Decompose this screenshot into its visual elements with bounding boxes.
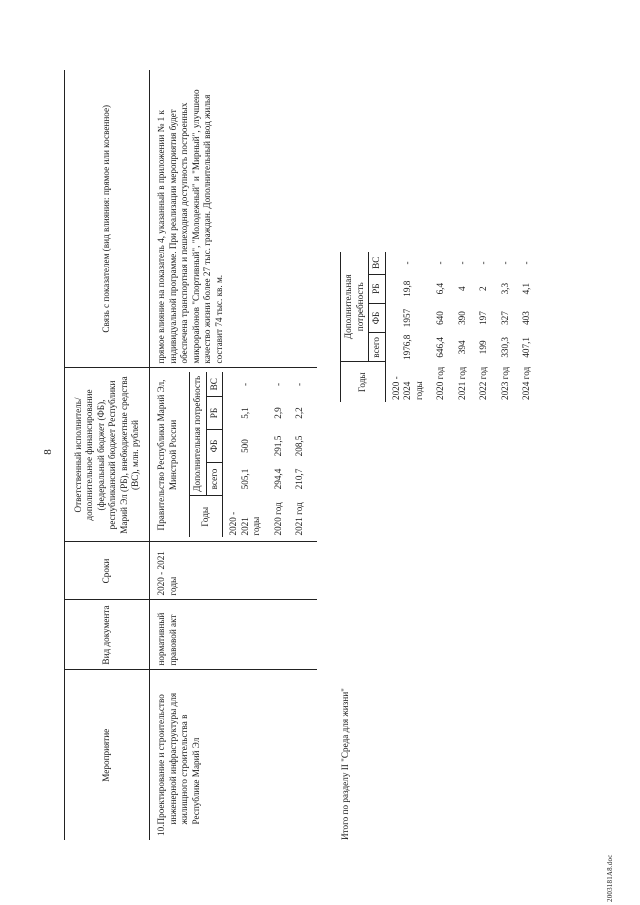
total-value: 3,3 xyxy=(499,282,510,295)
financing-year: 2021 год xyxy=(294,502,304,536)
header-terms: Сроки xyxy=(65,542,150,600)
total-value: - xyxy=(478,261,488,265)
total-row xyxy=(385,252,430,402)
financing-col-fb: ФБ xyxy=(206,430,223,463)
total-year: 2022 год xyxy=(478,366,488,400)
total-row xyxy=(516,252,538,402)
total-value: 4 xyxy=(456,286,467,291)
total-value: 390 xyxy=(456,311,467,325)
header-responsible: Ответственный исполнитель/дополнительное финансирование (федеральный бюджет (ФБ), республиканский бюджет Республики Марий Эл (РБ), внебюджетные средства (ВС), млн. рублей xyxy=(65,368,150,542)
financing-value: 5,1 xyxy=(239,407,250,419)
financing-value: 2,9 xyxy=(272,407,283,419)
financing-row xyxy=(268,373,290,538)
financing-col-total: всего xyxy=(206,463,223,496)
section-total-label: Итого по разделу II "Среда для жизни" xyxy=(340,688,350,840)
financing-value: - xyxy=(294,382,304,387)
measure-text: Проектирование и строительство инженерной инфраструктуры для жилищного строительства в Республике Марий Эл xyxy=(156,692,201,825)
financing-value: 294,4 xyxy=(272,468,283,490)
total-value: 394 xyxy=(456,340,467,355)
total-year: 2020 - 2024 годы xyxy=(390,376,424,400)
total-value: 19,8 xyxy=(402,280,412,297)
total-value: 4,1 xyxy=(521,282,531,295)
total-col-vs: ВС xyxy=(369,252,386,274)
total-financing-table xyxy=(340,252,538,402)
total-year: 2020 год xyxy=(435,366,445,400)
total-value: - xyxy=(456,261,467,265)
measures-table xyxy=(64,70,317,840)
financing-value: 208,5 xyxy=(294,435,304,457)
total-value: 640 xyxy=(435,311,445,325)
total-value: - xyxy=(521,261,531,265)
total-value: 1957 xyxy=(402,308,412,328)
total-row xyxy=(430,252,452,402)
financing-value: 210,7 xyxy=(294,468,304,490)
total-value: 327 xyxy=(499,311,510,325)
terms-cell: 2020 - 2021 годы xyxy=(150,542,317,600)
financing-value: 2,2 xyxy=(294,407,304,419)
total-years-header: Годы xyxy=(341,362,386,402)
total-year: 2023 год xyxy=(499,366,510,400)
document-filename: 2003181А8.doc xyxy=(606,854,614,902)
total-value: 330,3 xyxy=(499,337,510,358)
row-number: 10. xyxy=(156,824,166,836)
header-relation: Связь с показателем (вид влияния: прямое или косвенное) xyxy=(65,70,150,368)
total-value: 1976,8 xyxy=(402,334,412,360)
total-row xyxy=(452,252,474,402)
financing-value: - xyxy=(239,382,250,387)
financing-years-header: Годы xyxy=(190,496,223,538)
total-value: 407,1 xyxy=(521,337,531,358)
financing-value: - xyxy=(272,382,283,387)
total-value: 2 xyxy=(478,286,488,291)
financing-need-header: Дополнительная потребность xyxy=(190,373,207,496)
financing-row xyxy=(289,373,311,538)
header-doc-type: Вид документа xyxy=(65,600,150,670)
responsible-cell xyxy=(150,368,317,542)
financing-row xyxy=(223,373,268,538)
total-col-total: всего xyxy=(369,333,386,362)
total-value: - xyxy=(435,261,445,265)
total-value: 646,4 xyxy=(435,337,445,358)
financing-value: 500 xyxy=(239,439,250,453)
total-need-header: Дополнительная потребность xyxy=(341,252,369,362)
doc-type-cell: нормативный правовой акт xyxy=(150,600,317,670)
total-row xyxy=(473,252,495,402)
total-col-fb: ФБ xyxy=(369,303,386,332)
header-row xyxy=(65,70,150,840)
financing-year: 2020 - 2021 годы xyxy=(228,511,261,536)
total-value: 197 xyxy=(478,311,488,325)
total-row xyxy=(495,252,517,402)
total-value: 6,4 xyxy=(435,282,445,295)
financing-col-vs: ВС xyxy=(206,373,223,397)
section-total-block xyxy=(340,252,538,402)
total-value: - xyxy=(499,261,510,265)
total-year: 2024 год xyxy=(521,366,531,400)
financing-table xyxy=(189,373,311,538)
total-col-rb: РБ xyxy=(369,274,386,303)
table-row xyxy=(150,70,317,840)
total-value: 403 xyxy=(521,311,531,325)
financing-value: 505,1 xyxy=(239,468,250,490)
document-sheet xyxy=(40,32,614,902)
page-number: 8 xyxy=(42,449,54,455)
responsible-text: Правительство Республики Марий Эл, Минстрой России xyxy=(156,379,178,531)
header-measure: Мероприятие xyxy=(65,670,150,840)
total-value: 199 xyxy=(478,340,488,355)
total-year: 2021 год xyxy=(456,366,467,400)
measure-cell xyxy=(150,670,317,840)
financing-value: 291,5 xyxy=(272,435,283,457)
financing-col-rb: РБ xyxy=(206,397,223,430)
relation-cell: прямое влияние на показатель 4, указанный в приложении № 1 к индивидуальной программе. При реализации мероприятия будет обеспечена транспортная и пешеходная доступность построенных микрорайонов "Спортивный", "Молодежный" и "Мирный", улучшено качество жизни более 27 тыс. граждан. Дополнительный ввод жилья составит 74 тыс. кв. м. xyxy=(150,70,317,368)
total-value: - xyxy=(402,261,412,265)
financing-year: 2020 год xyxy=(272,502,283,536)
